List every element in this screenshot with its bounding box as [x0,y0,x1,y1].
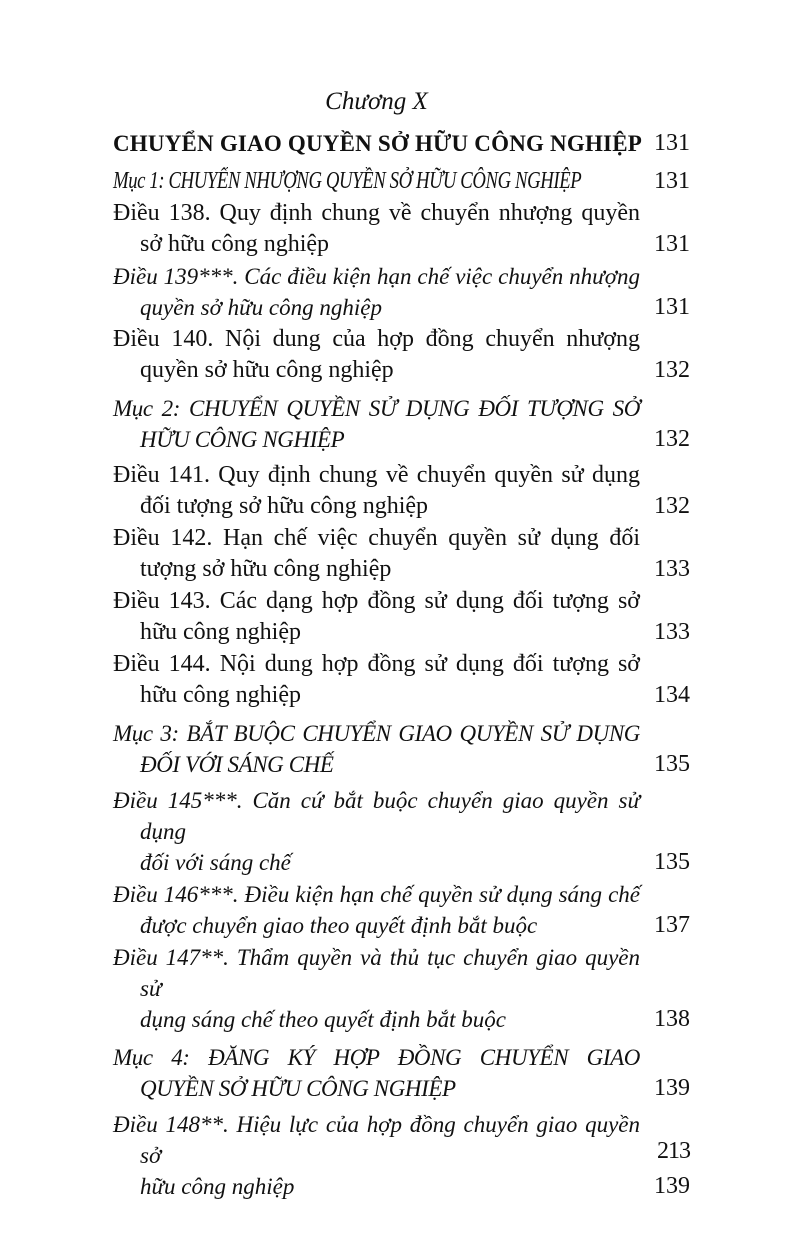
toc-entry-text: Điều 144. Nội dung hợp đồng sử dụng đối tượng sở hữu công nghiệp [113,651,640,708]
toc-content [113,86,690,1202]
toc-entry [113,879,690,941]
toc-entries [113,166,690,1202]
toc-entry-text: Điều 140. Nội dung của hợp đồng chuyển nhượng quyền sở hữu công nghiệp [113,326,640,383]
toc-entry-page-number: 131 [654,168,690,194]
toc-entry-page-number: 139 [654,1173,690,1199]
toc-entry [113,393,690,455]
toc-entry-page-number: 137 [654,912,690,938]
toc-entry [113,324,690,386]
toc-entry [113,166,690,197]
chapter-title-page-number: 131 [654,130,690,156]
toc-entry-text: Điều 146***. Điều kiện hạn chế quyền sử dụng sáng chế được chuyển giao theo quyết định bắt buộc [113,882,640,938]
toc-entry [113,523,690,585]
toc-entry [113,460,690,522]
toc-entry-page-number: 132 [654,357,690,383]
toc-entry-text: Điều 147**. Thẩm quyền và thủ tục chuyển giao quyền sử dụng sáng chế theo quyết định bắt buộc [113,945,640,1032]
toc-entry [113,261,690,323]
toc-entry-text: Điều 145***. Căn cứ bắt buộc chuyển giao quyền sử dụng đối với sáng chế [113,788,640,875]
toc-entry-page-number: 134 [654,682,690,708]
toc-entry [113,1109,690,1202]
toc-entry-text: Điều 139***. Các điều kiện hạn chế việc chuyển nhượng quyền sở hữu công nghiệp [113,264,640,320]
toc-entry [113,649,690,711]
toc-entry-page-number: 131 [654,231,690,257]
toc-entry-text: Điều 138. Quy định chung về chuyển nhượng quyền sở hữu công nghiệp [113,200,640,257]
toc-entry-text: Mục 1: CHUYỂN NHƯỢNG QUYỀN SỞ HỮU CÔNG NGHIỆP [113,168,582,194]
toc-entry-text: Điều 142. Hạn chế việc chuyển quyền sử dụng đối tượng sở hữu công nghiệp [113,525,640,582]
toc-entry-text: Điều 148**. Hiệu lực của hợp đồng chuyển giao quyền sở hữu công nghiệp [113,1112,640,1199]
toc-entry [113,942,690,1035]
toc-entry-page-number: 133 [654,556,690,582]
toc-entry [113,586,690,648]
toc-entry [113,198,690,260]
toc-entry-text: Điều 141. Quy định chung về chuyển quyền sử dụng đối tượng sở hữu công nghiệp [113,462,640,519]
toc-entry-text: Mục 3: BẮT BUỘC CHUYỂN GIAO QUYỀN SỬ DỤNG ĐỐI VỚI SÁNG CHẾ [113,721,640,777]
toc-entry [113,718,690,780]
toc-entry-text: Mục 2: CHUYỂN QUYỀN SỬ DỤNG ĐỐI TƯỢNG SỞ HỮU CÔNG NGHIỆP [113,396,640,452]
toc-entry-page-number: 131 [654,294,690,320]
toc-entry [113,785,690,878]
toc-entry-page-number: 138 [654,1006,690,1032]
toc-entry-page-number: 135 [654,751,690,777]
toc-entry [113,1042,690,1104]
chapter-heading: Chương X [325,88,428,115]
toc-entry-page-number: 132 [654,493,690,519]
chapter-title: CHUYỂN GIAO QUYỀN SỞ HỮU CÔNG NGHIỆP [113,131,642,156]
toc-entry-page-number: 139 [654,1075,690,1101]
toc-entry-text: Mục 4: ĐĂNG KÝ HỢP ĐỒNG CHUYỂN GIAO QUYỀN SỞ HỮU CÔNG NGHIỆP [113,1045,640,1101]
toc-entry-page-number: 132 [654,426,690,452]
page-number-footer: 213 [657,1138,690,1164]
toc-entry-page-number: 135 [654,849,690,875]
chapter-title-row [113,128,690,159]
toc-entry-text: Điều 143. Các dạng hợp đồng sử dụng đối tượng sở hữu công nghiệp [113,588,640,645]
toc-entry-page-number: 133 [654,619,690,645]
